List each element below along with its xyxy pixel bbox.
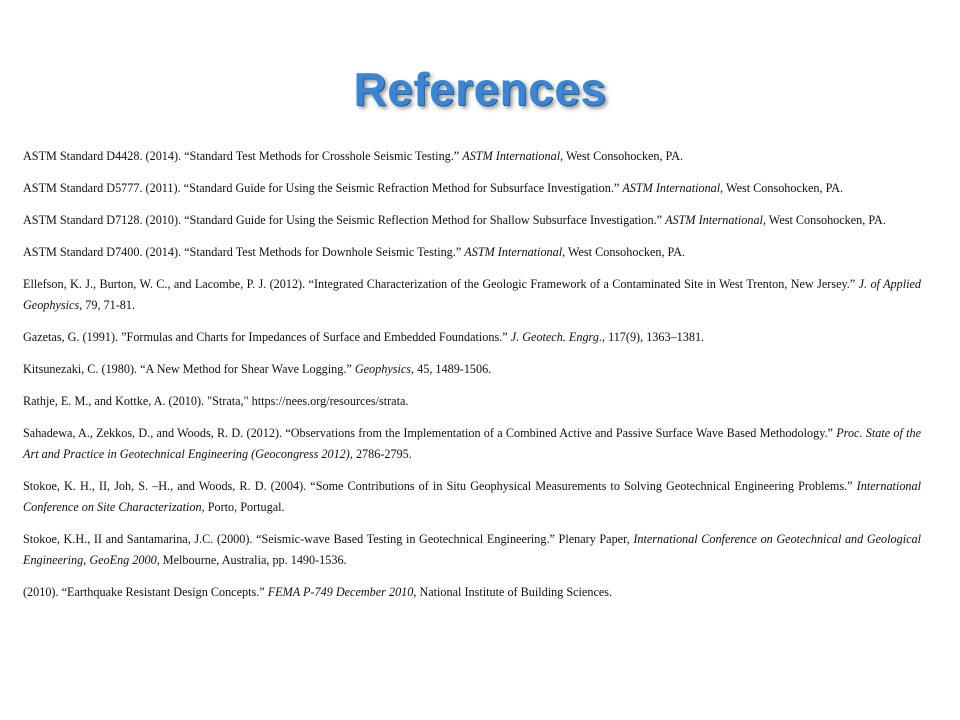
reference-text: Stokoe, K.H., II and Santamarina, J.C. (2000). “Seismic-wave Based Testing in Geotechnical Engineering.” Plenary Paper, xyxy=(23,532,634,546)
reference-tail: , West Consohocken, PA. xyxy=(560,149,684,163)
reference-text: Rathje, E. M., and Kottke, A. (2010). "Strata," https://nees.org/resources/strata. xyxy=(23,394,409,408)
reference-tail: , Porto, Portugal. xyxy=(201,500,285,514)
reference-source: FEMA P-749 December 2010 xyxy=(267,585,414,599)
reference-tail: , 45, 1489-1506. xyxy=(411,362,492,376)
reference-source: International Conference on Geotechnical and Geological Engineering, GeoEng 2000 xyxy=(23,532,921,567)
reference-text: Sahadewa, A., Zekkos, D., and Woods, R. D. (2012). “Observations from the Implementation of a Combined Active and Passive Surface Wave Based Methodology.” xyxy=(23,426,837,440)
reference-text: Ellefson, K. J., Burton, W. C., and Lacombe, P. J. (2012). “Integrated Characterization of the Geologic Framework of a Contaminated Site in West Trenton, New Jersey.” xyxy=(23,277,859,291)
reference-source: Proc. State of the Art and Practice in Geotechnical Engineering (Geocongress 2012) xyxy=(23,426,921,461)
reference-text: Kitsunezaki, C. (1980). “A New Method for Shear Wave Logging.” xyxy=(23,362,355,376)
reference-tail: , West Consohocken, PA. xyxy=(762,213,886,227)
reference-text: ASTM Standard D7128. (2010). “Standard Guide for Using the Seismic Reflection Method for Shallow Subsurface Investigation.” xyxy=(23,213,666,227)
reference-item xyxy=(23,391,921,412)
reference-text: ASTM Standard D4428. (2014). “Standard Test Methods for Crosshole Seismic Testing.” xyxy=(23,149,463,163)
reference-source: ASTM International xyxy=(464,245,563,259)
reference-text: (2010). “Earthquake Resistant Design Concepts.” xyxy=(23,585,268,599)
reference-text: Stokoe, K. H., II, Joh, S. –H., and Woods, R. D. (2004). “Some Contributions of in Situ Geophysical Measurements to Solving Geotechnical Engineering Problems.” xyxy=(23,479,857,493)
slide-title: References xyxy=(353,63,607,115)
reference-item xyxy=(23,476,921,518)
reference-tail: , West Consohocken, PA. xyxy=(562,245,686,259)
reference-item xyxy=(23,210,921,231)
reference-item xyxy=(23,359,921,380)
reference-tail: , 2786-2795. xyxy=(349,447,412,461)
reference-item xyxy=(23,529,921,571)
reference-tail: , West Consohocken, PA. xyxy=(720,181,844,195)
reference-source: J. of Applied Geophysics xyxy=(23,277,922,312)
reference-source: ASTM International xyxy=(622,181,721,195)
reference-text: Gazetas, G. (1991). ”Formulas and Charts for Impedances of Surface and Embedded Foundations.” xyxy=(23,330,511,344)
reference-item xyxy=(23,327,921,348)
reference-source: Geophysics xyxy=(354,362,412,376)
reference-text: ASTM Standard D7400. (2014). “Standard Test Methods for Downhole Seismic Testing.” xyxy=(23,245,465,259)
reference-tail: ., 117(9), 1363–1381. xyxy=(598,330,705,344)
reference-text: ASTM Standard D5777. (2011). “Standard Guide for Using the Seismic Refraction Method for Subsurface Investigation.” xyxy=(23,181,623,195)
reference-item xyxy=(23,242,921,263)
reference-source: ASTM International xyxy=(665,213,763,227)
reference-list xyxy=(23,146,921,614)
reference-item xyxy=(23,274,921,316)
reference-item xyxy=(23,423,921,465)
reference-source: ASTM International xyxy=(462,149,561,163)
reference-source: J. Geotech. Engrg xyxy=(510,330,599,344)
reference-tail: , Melbourne, Australia, pp. 1490-1536. xyxy=(156,553,347,567)
reference-tail: , National Institute of Building Sciences. xyxy=(413,585,613,599)
reference-source: International Conference on Site Characterization xyxy=(23,479,921,514)
reference-item xyxy=(23,146,921,167)
reference-item xyxy=(23,178,921,199)
reference-item xyxy=(23,582,921,603)
reference-tail: , 79, 71-81. xyxy=(79,298,136,312)
